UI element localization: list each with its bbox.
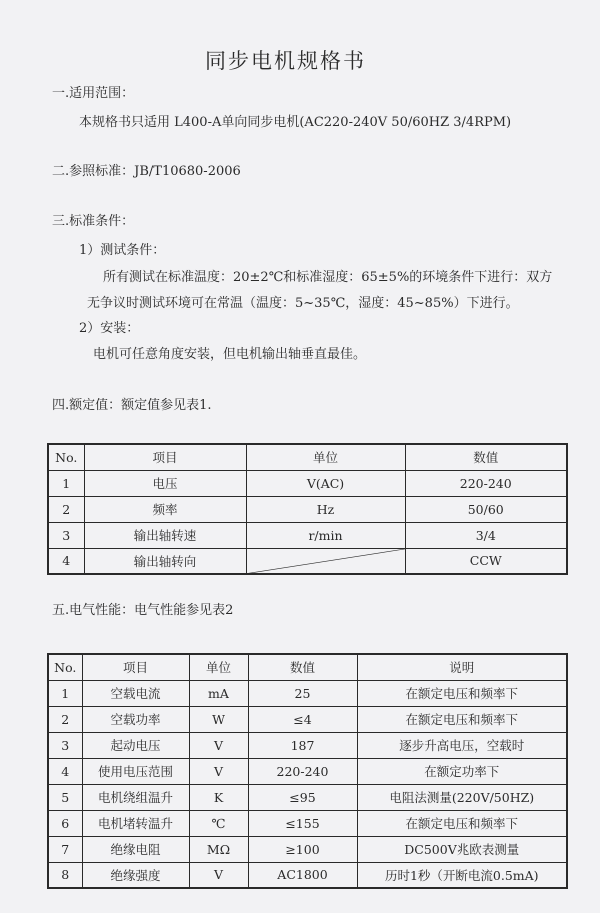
- section-1-body: 本规格书只适用 L400-A单向同步电机(AC220-240V 50/60HZ 3/4RPM): [79, 115, 512, 130]
- table-cell: ≤95: [248, 784, 357, 810]
- table-cell: MΩ: [189, 836, 248, 862]
- table-row: [48, 836, 567, 862]
- table-cell: CCW: [405, 548, 567, 574]
- table-cell: 电机绕组温升: [82, 784, 189, 810]
- table-cell: K: [189, 784, 248, 810]
- column-header: 项目: [82, 654, 189, 680]
- table-cell: ≤155: [248, 810, 357, 836]
- column-header: 数值: [405, 444, 567, 470]
- table-row: [48, 810, 567, 836]
- table-cell: V: [189, 758, 248, 784]
- section-3-sub1: 1）测试条件：: [79, 243, 166, 258]
- table-cell: 电压: [84, 470, 246, 496]
- section-2-heading: 二.参照标准：JB/T10680-2006: [52, 164, 241, 179]
- table-cell: 在额定电压和频率下: [357, 680, 567, 706]
- table-row: [48, 548, 567, 574]
- section-3-sub2: 2）安装：: [79, 321, 140, 336]
- table-cell: 2: [48, 496, 84, 522]
- table-cell: 历时1秒（开断电流0.5mA): [357, 862, 567, 888]
- table-cell: V(AC): [246, 470, 405, 496]
- table-cell: 4: [48, 758, 82, 784]
- table-cell: 输出轴转速: [84, 522, 246, 548]
- column-header: 项目: [84, 444, 246, 470]
- page-title: 同步电机规格书: [205, 49, 366, 73]
- column-header: No.: [48, 444, 84, 470]
- table-cell: 187: [248, 732, 357, 758]
- section-4-heading: 四.额定值：额定值参见表1.: [52, 398, 212, 413]
- table-cell: 3: [48, 732, 82, 758]
- table-cell: 电机堵转温升: [82, 810, 189, 836]
- empty-diagonal-cell: [246, 548, 405, 574]
- section-3-sub2-body: 电机可任意角度安装，但电机输出轴垂直最佳。: [93, 347, 367, 362]
- table-cell: V: [189, 732, 248, 758]
- table-cell: 4: [48, 548, 84, 574]
- table-cell: AC1800: [248, 862, 357, 888]
- table-cell: 220-240: [405, 470, 567, 496]
- table-row: [48, 522, 567, 548]
- table-row: [48, 680, 567, 706]
- column-header: 单位: [246, 444, 405, 470]
- table-cell: 绝缘强度: [82, 862, 189, 888]
- section-3-heading: 三.标准条件：: [52, 214, 135, 229]
- table-cell: W: [189, 706, 248, 732]
- table-cell: 在额定电压和频率下: [357, 706, 567, 732]
- table-cell: 1: [48, 470, 84, 496]
- table-cell: 频率: [84, 496, 246, 522]
- table-cell: r/min: [246, 522, 405, 548]
- table-cell: DC500V兆欧表测量: [357, 836, 567, 862]
- column-header: 单位: [189, 654, 248, 680]
- table-cell: mA: [189, 680, 248, 706]
- table-cell: 空载功率: [82, 706, 189, 732]
- section-3-sub1-line2: 无争议时测试环境可在常温（温度：5~35℃，湿度：45~85%）下进行。: [87, 296, 519, 311]
- table-cell: 2: [48, 706, 82, 732]
- table-cell: 在额定功率下: [357, 758, 567, 784]
- section-5-heading: 五.电气性能：电气性能参见表2: [52, 603, 234, 618]
- table-row: [48, 732, 567, 758]
- table-cell: 空载电流: [82, 680, 189, 706]
- table-cell: Hz: [246, 496, 405, 522]
- table-row: [48, 862, 567, 888]
- table-cell: 绝缘电阻: [82, 836, 189, 862]
- table-cell: ≥100: [248, 836, 357, 862]
- table-cell: 起动电压: [82, 732, 189, 758]
- column-header: No.: [48, 654, 82, 680]
- table-cell: ℃: [189, 810, 248, 836]
- diagonal-line: [247, 549, 405, 574]
- table-cell: 电阻法测量(220V/50HZ): [357, 784, 567, 810]
- table-row: [48, 496, 567, 522]
- table-cell: 3: [48, 522, 84, 548]
- table-row: [48, 470, 567, 496]
- table-row: [48, 784, 567, 810]
- table-cell: V: [189, 862, 248, 888]
- table-cell: 在额定电压和频率下: [357, 810, 567, 836]
- electrical-performance-table: [47, 653, 568, 889]
- table-cell: ≤4: [248, 706, 357, 732]
- section-3-sub1-line1: 所有测试在标准温度：20±2℃和标准湿度：65±5%的环境条件下进行：双方: [103, 270, 553, 285]
- table-cell: 25: [248, 680, 357, 706]
- table-cell: 3/4: [405, 522, 567, 548]
- section-1-heading: 一.适用范围：: [52, 86, 135, 101]
- table-cell: 5: [48, 784, 82, 810]
- rated-values-table: [47, 443, 568, 575]
- table-cell: 输出轴转向: [84, 548, 246, 574]
- table-cell: 1: [48, 680, 82, 706]
- table-header-row: [48, 444, 567, 470]
- table-cell: 6: [48, 810, 82, 836]
- table-row: [48, 758, 567, 784]
- table-cell: 使用电压范围: [82, 758, 189, 784]
- table-cell: 8: [48, 862, 82, 888]
- table-cell: 50/60: [405, 496, 567, 522]
- table-cell: 220-240: [248, 758, 357, 784]
- table-row: [48, 706, 567, 732]
- table-cell: 7: [48, 836, 82, 862]
- table-header-row: [48, 654, 567, 680]
- column-header: 说明: [357, 654, 567, 680]
- column-header: 数值: [248, 654, 357, 680]
- table-cell: 逐步升高电压，空载时: [357, 732, 567, 758]
